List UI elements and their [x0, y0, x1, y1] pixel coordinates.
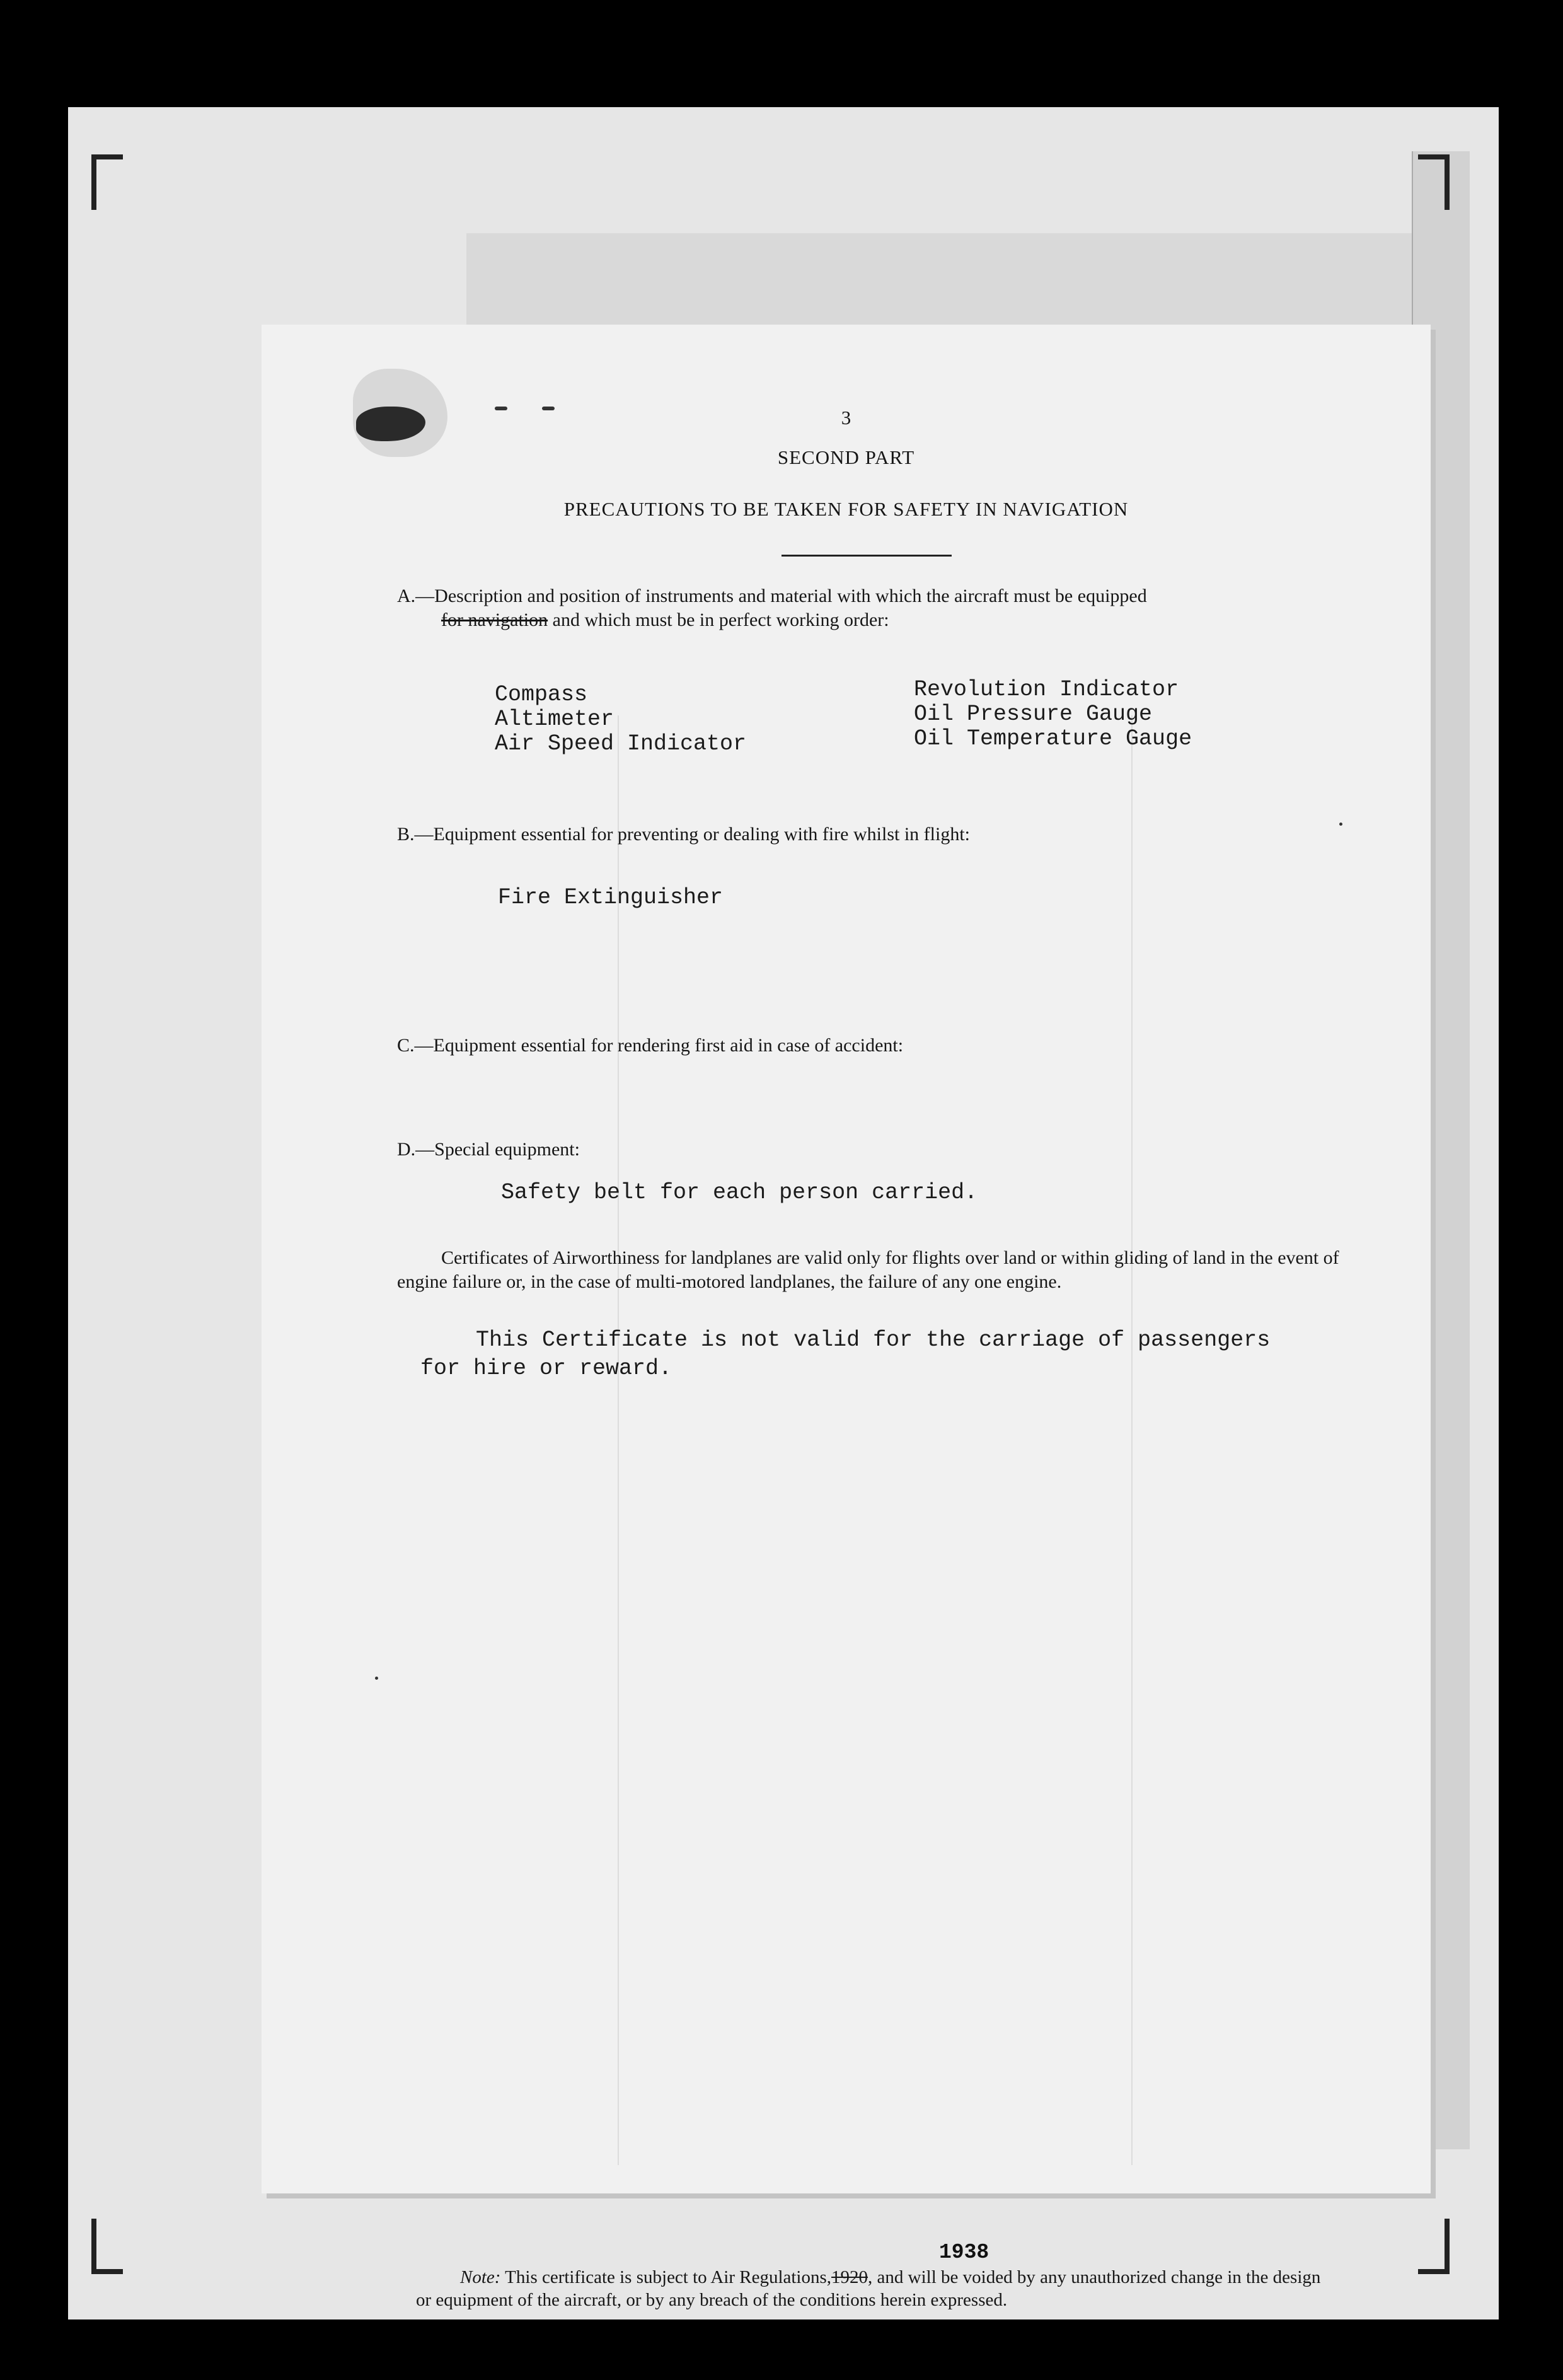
speck — [375, 1677, 378, 1680]
note-after: , and will be voided by any unauthorized change in the design or equipment of the aircraft, or by any breach of the conditions herein expressed. — [416, 2267, 1321, 2310]
inserted-year: 1938 — [939, 2241, 989, 2264]
note-label: Note: — [460, 2267, 501, 2287]
validity-line-2: for hire or reward. — [420, 1356, 672, 1381]
part-title: SECOND PART — [777, 446, 915, 468]
section-a-prefix: A.—Description and position of instruments and material with which the aircraft must be equipped — [397, 586, 1147, 606]
instrument-item: Altimeter — [495, 707, 614, 732]
section-a-suffix: and which must be in perfect working order: — [552, 609, 889, 630]
section-a-left-list — [495, 683, 746, 756]
certificate-page — [262, 325, 1431, 2310]
landplanes-note: Certificates of Airworthiness for landplanes are valid only for flights over land or within gliding of land in the event of engine failure or, in the case of multi-motored landplanes, the failure of any one engine. — [397, 1247, 1339, 1292]
page-heading: PRECAUTIONS TO BE TAKEN FOR SAFETY IN NAVIGATION — [563, 498, 1129, 520]
instrument-item: Oil Pressure Gauge — [914, 702, 1153, 727]
section-a-right-list — [914, 678, 1192, 751]
bleed-through-line — [618, 715, 619, 2165]
note-before: This certificate is subject to Air Regulations, — [505, 2267, 832, 2287]
crop-mark-top-left — [91, 154, 123, 210]
section-a-struck: for navigation — [441, 609, 548, 630]
section-b-text: B.—Equipment essential for preventing or dealing with fire whilst in flight: — [397, 824, 970, 845]
heading-rule — [782, 555, 952, 557]
section-b-item: Fire Extinguisher — [498, 885, 724, 910]
instrument-item: Air Speed Indicator — [495, 731, 747, 756]
section-c-text: C.—Equipment essential for rendering first aid in case of accident: — [397, 1035, 904, 1056]
bleed-through-line — [1131, 715, 1133, 2165]
crop-mark-top-right — [1418, 154, 1450, 210]
validity-line-1: This Certificate is not valid for the carriage of passengers — [476, 1327, 1271, 1353]
instrument-item: Compass — [495, 682, 588, 707]
instrument-item: Oil Temperature Gauge — [914, 726, 1192, 751]
instrument-item: Revolution Indicator — [914, 677, 1179, 702]
section-a-text — [397, 584, 1361, 632]
section-d-item: Safety belt for each person carried. — [501, 1180, 978, 1205]
struck-year: 1920 — [831, 2267, 868, 2287]
crop-mark-bottom-right — [1418, 2219, 1450, 2274]
crop-mark-bottom-left — [91, 2219, 123, 2274]
page-number: 3 — [841, 407, 851, 429]
note-paragraph — [416, 2266, 1336, 2311]
section-d-text: D.—Special equipment: — [397, 1139, 580, 1160]
